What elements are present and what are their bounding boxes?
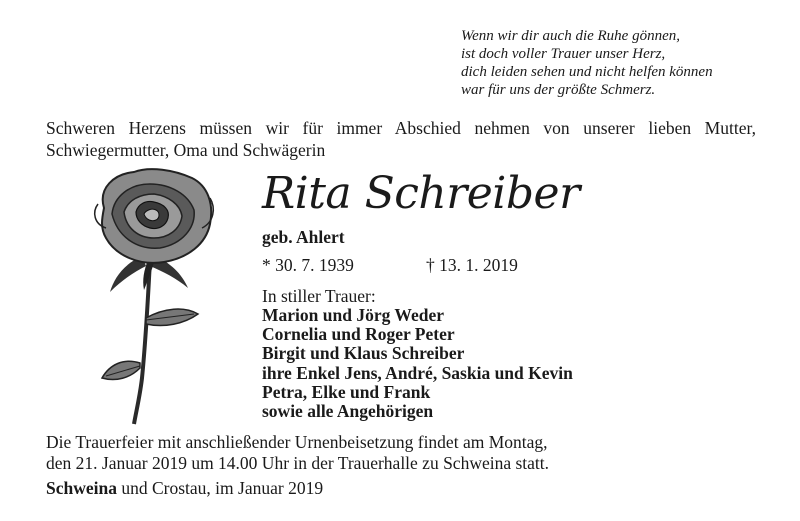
funeral-line: den 21. Januar 2019 um 14.00 Uhr in der Trauerhalle zu Schweina statt. [46,453,550,473]
list-item: ihre Enkel Jens, André, Saskia und Kevin [262,362,573,383]
birth-name: geb. Ahlert [262,227,345,247]
list-item: Birgit und Klaus Schreiber [262,343,465,364]
birth-date: * 30. 7. 1939 [262,255,354,275]
list-item: sowie alle Angehörigen [262,401,434,422]
mourners-list [262,306,573,421]
poem [461,27,713,99]
death-date: † 13. 1. 2019 [426,255,518,275]
place-date [46,478,323,499]
poem-line: dich leiden sehen und nicht helfen können [461,64,713,80]
list-item: Cornelia und Roger Peter [262,324,455,345]
place-rest: und Crostau, im Januar 2019 [116,478,324,498]
poem-line: ist doch voller Trauer unser Herz, [461,46,666,62]
list-item: Petra, Elke und Frank [262,381,431,402]
intro-text: Schweren Herzens müssen wir für immer Abschied nehmen von unserer lieben Mutter, Schwiegermutter, Oma und Schwägerin [46,118,756,160]
deceased-name: Rita Schreiber [262,168,580,219]
funeral-line: Die Trauerfeier mit anschließender Urnenbeisetzung findet am Montag, [46,432,548,452]
place-bold: Schweina [46,478,117,498]
rose-icon [84,168,224,426]
list-item: Marion und Jörg Weder [262,305,444,325]
poem-line: Wenn wir dir auch die Ruhe gönnen, [461,28,681,44]
mourning-label: In stiller Trauer: [262,286,376,306]
poem-line: war für uns der größte Schmerz. [461,82,656,98]
funeral-info [46,432,549,474]
